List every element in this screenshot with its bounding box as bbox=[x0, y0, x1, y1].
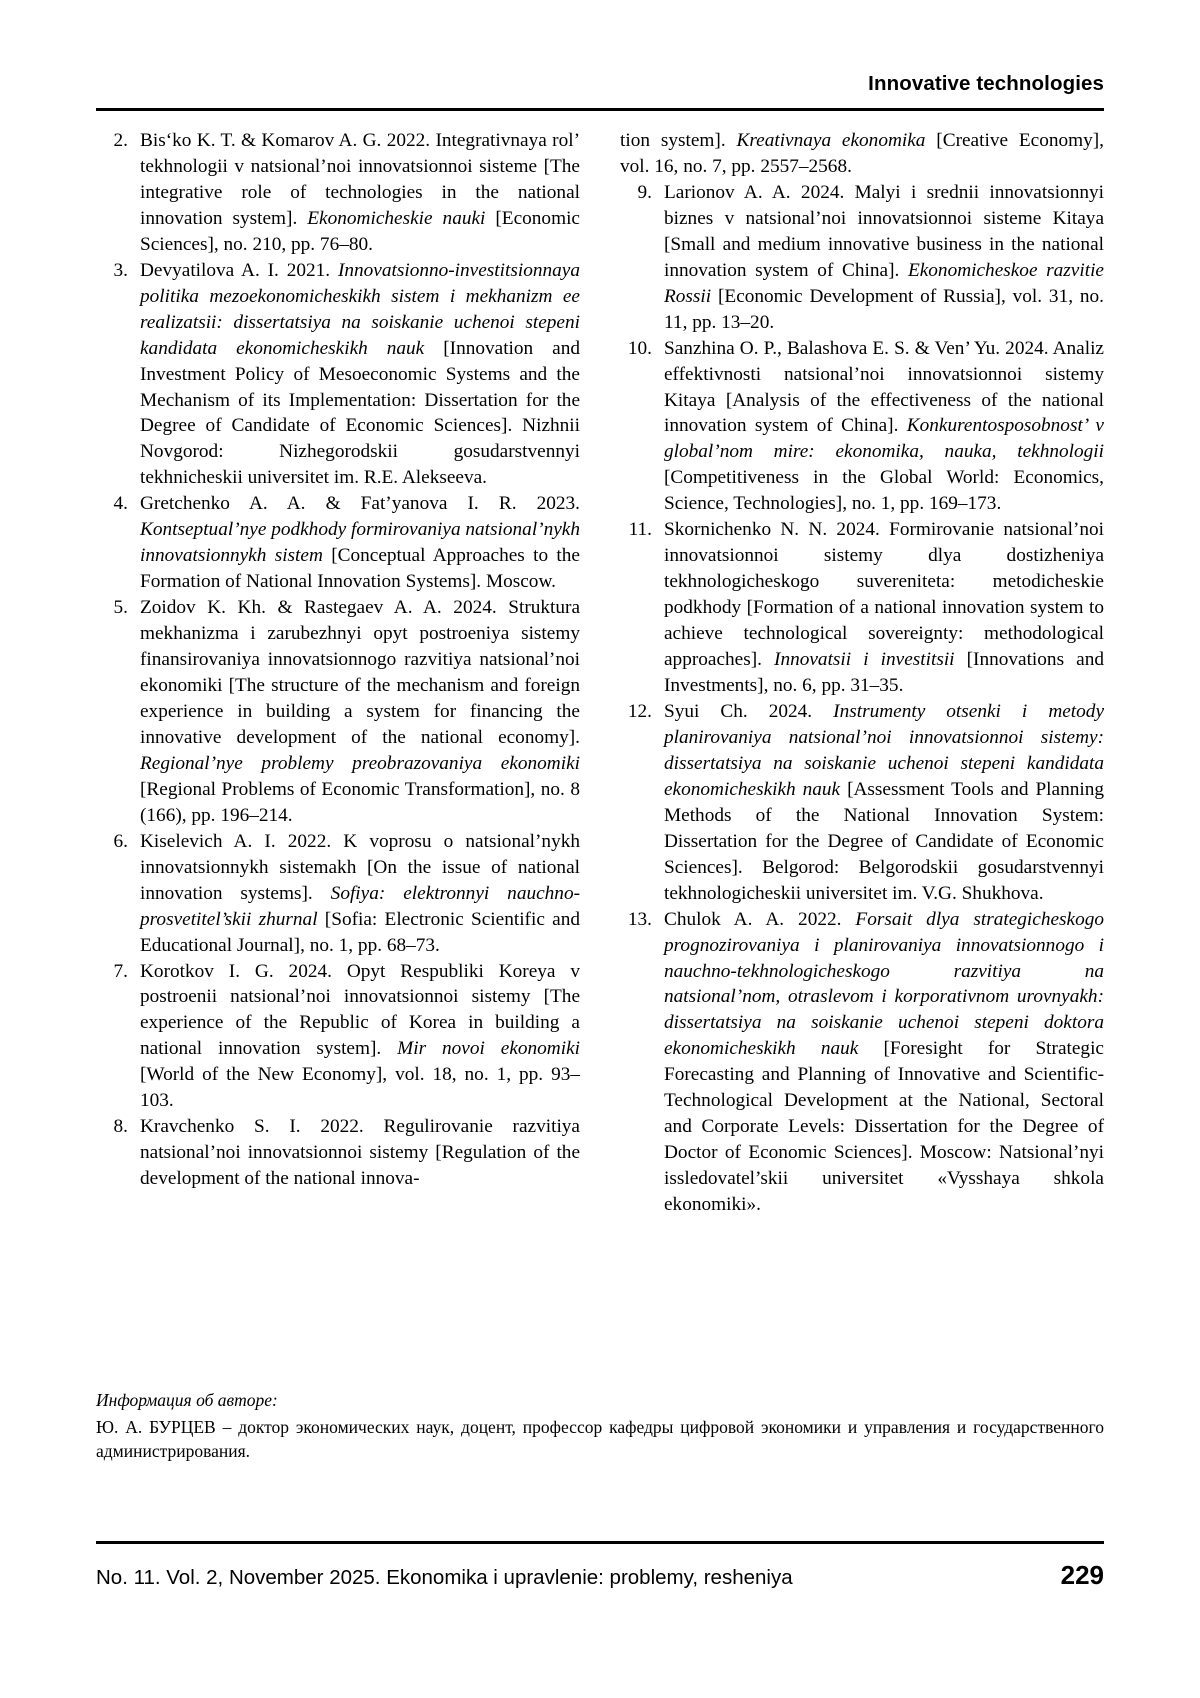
reference-text: Chulok A. A. 2022. Forsait dlya strategicheskogo prognozirovaniya i planirovaniya innovatsionnogo i nauchno-tekhnologicheskogo razvitiya na natsional’nom, otraslevom i korporativnom urovnyakh: dissertatsiya na soiskanie uchenoi stepeni doktora ekonomicheskikh nauk [Foresight for Strategic Forecasting and Planning of Innovative and Scientific-Technological Development at the National, Sectoral and Corporate Levels: Dissertation for the Degree of Doctor of Economic Sciences]. Moscow: Natsional’nyi issledovatel’skii universitet «Vysshaya shkola ekonomiki». bbox=[664, 908, 1104, 1216]
reference-list-left bbox=[96, 128, 580, 1192]
reference-text: Sanzhina O. P., Balashova E. S. & Ven’ Yu. 2024. Analiz effektivnosti natsional’noi innovatsionnoi sistemy Kitaya [Analysis of the effectiveness of the national innovation system of China]. Konkurentosposobnost’ v global’nom mire: ekonomika, nauka, tekhnologii [Competitiveness in the Global World: Economics, Science, Technologies], no. 1, pp. 169–173. bbox=[664, 337, 1104, 515]
reference-number: 8. bbox=[113, 1116, 128, 1138]
reference-text: Gretchenko A. A. & Fat’yanova I. R. 2023. Kontseptual’nye podkhody formirovaniya natsional’nykh innovatsionnykh sistem [Conceptual Approaches to the Formation of National Innovation Systems]. Moscow. bbox=[140, 493, 580, 593]
reference-item bbox=[620, 699, 1104, 907]
reference-item bbox=[620, 180, 1104, 336]
journal-issue-line: No. 11. Vol. 2, November 2025. Ekonomika i upravlenie: problemy, resheniya bbox=[96, 1566, 793, 1589]
header-divider bbox=[96, 108, 1104, 111]
page-number: 229 bbox=[1060, 1560, 1104, 1590]
reference-number: 5. bbox=[113, 597, 128, 619]
reference-list-right bbox=[620, 180, 1104, 1218]
reference-number: 6. bbox=[113, 830, 128, 852]
reference-text: Larionov A. A. 2024. Malyi i srednii innovatsionnyi biznes v natsional’noi innovatsionnoi sisteme Kitaya [Small and medium innovative business in the national innovation system of China]. Ekonomicheskoe razvitie Rossii [Economic Development of Russia], vol. 31, no. 11, pp. 13–20. bbox=[664, 181, 1104, 333]
footer-divider bbox=[96, 1541, 1104, 1544]
author-information-title: Информация об авторе: bbox=[96, 1390, 278, 1410]
reference-item bbox=[96, 829, 580, 959]
two-column-body bbox=[96, 128, 1104, 1218]
right-column bbox=[620, 128, 1104, 1218]
reference-number: 10. bbox=[627, 337, 652, 359]
reference-item bbox=[620, 336, 1104, 518]
reference-text: Korotkov I. G. 2024. Opyt Respubliki Koreya v postroenii natsional’noi innovatsionnoi sistemy [The experience of the Republic of Korea in building a national innovation system]. Mir novoi ekonomiki [World of the New Economy], vol. 18, no. 1, pp. 93–103. bbox=[140, 960, 580, 1112]
reference-text: Zoidov K. Kh. & Rastegaev A. A. 2024. Struktura mekhanizma i zarubezhnyi opyt postroeniya sistemy finansirovaniya innovatsionnogo razvitiya natsional’noi ekonomiki [The structure of the mechanism and foreign experience in building a system for financing the innovative development of the national economy]. Regional’nye problemy preobrazovaniya ekonomiki [Regional Problems of Economic Transformation], no. 8 (166), pp. 196–214. bbox=[140, 597, 580, 826]
reference-item bbox=[96, 1114, 580, 1192]
reference-number: 13. bbox=[627, 908, 652, 930]
author-information-text: Ю. А. БУРЦЕВ – доктор экономических наук, доцент, профессор кафедры цифровой экономики и управления и государственного администрирования. bbox=[96, 1416, 1104, 1461]
reference-text: Kravchenko S. I. 2022. Regulirovanie razvitiya natsional’noi innovatsionnoi sistemy [Regulation of the development of the national innova- bbox=[140, 1116, 580, 1190]
running-head: Innovative technologies bbox=[868, 72, 1104, 95]
author-information bbox=[96, 1388, 1104, 1463]
reference-number: 9. bbox=[637, 181, 652, 203]
reference-text: Skornichenko N. N. 2024. Formirovanie natsional’noi innovatsionnoi sistemy dlya dostizheniya tekhnologicheskogo suvereniteta: metodicheskie podkhody [Formation of a national innovation system to achieve technological sovereignty: methodological approaches]. Innovatsii i investitsii [Innovations and Investments], no. 6, pp. 31–35. bbox=[664, 519, 1104, 697]
page-footer bbox=[96, 1560, 1104, 1591]
reference-text: Kiselevich A. I. 2022. K voprosu o natsional’nykh innovatsionnykh sistemakh [On the issue of national innovation systems]. Sofiya: elektronnyi nauchno-prosvetitel’skii zhurnal [Sofia: Electronic Scientific and Educational Journal], no. 1, pp. 68–73. bbox=[140, 830, 581, 956]
reference-number: 12. bbox=[627, 700, 652, 722]
reference-item bbox=[96, 959, 580, 1115]
reference-text: Syui Ch. 2024. Instrumenty otsenki i metody planirovaniya natsional’noi innovatsionnoi sistemy: dissertatsiya na soiskanie uchenoi stepeni kandidata ekonomicheskikh nauk [Assessment Tools and Planning Methods of the National Innovation System: Dissertation for the Degree of Candidate of Economic Sciences]. Belgorod: Belgorodskii gosudarstvennyi tekhnologicheskii universitet im. V.G. Shukhova. bbox=[664, 700, 1104, 904]
reference-text: Bis‘ko K. T. & Komarov A. G. 2022. Integrativnaya rol’ tekhnologii v natsional’noi innovatsionnoi sisteme [The integrative role of technologies in the national innovation system]. Ekonomicheskie nauki [Economic Sciences], no. 210, pp. 76–80. bbox=[140, 130, 580, 255]
reference-number: 7. bbox=[113, 960, 128, 982]
reference-item bbox=[96, 128, 580, 258]
reference-number: 4. bbox=[113, 493, 128, 515]
reference-item bbox=[96, 595, 580, 829]
reference-number: 2. bbox=[113, 130, 128, 151]
reference-item bbox=[96, 491, 580, 595]
reference-item bbox=[620, 907, 1104, 1218]
left-column bbox=[96, 128, 580, 1218]
reference-item bbox=[96, 258, 580, 492]
reference-number: 11. bbox=[628, 519, 652, 541]
reference-number: 3. bbox=[113, 259, 128, 281]
reference-text: Devyatilova A. I. 2021. Innovatsionno-investitsionnaya politika mezoekonomicheskikh sistem i mekhanizm ee realizatsii: dissertatsiya na soiskanie uchenoi stepeni kandidata ekonomicheskikh nauk [Innovation and Investment Policy of Mesoeconomic Systems and the Mechanism of its Implementation: Dissertation for the Degree of Candidate of Economic Sciences]. Nizhnii Novgorod: Nizhegorodskii gosudarstvennyi tekhnicheskii universitet im. R.E. Alekseeva. bbox=[140, 259, 580, 489]
reference-continuation: tion system]. Kreativnaya ekonomika [Creative Economy], vol. 16, no. 7, pp. 2557–2568. bbox=[620, 130, 1105, 177]
reference-item bbox=[620, 517, 1104, 699]
